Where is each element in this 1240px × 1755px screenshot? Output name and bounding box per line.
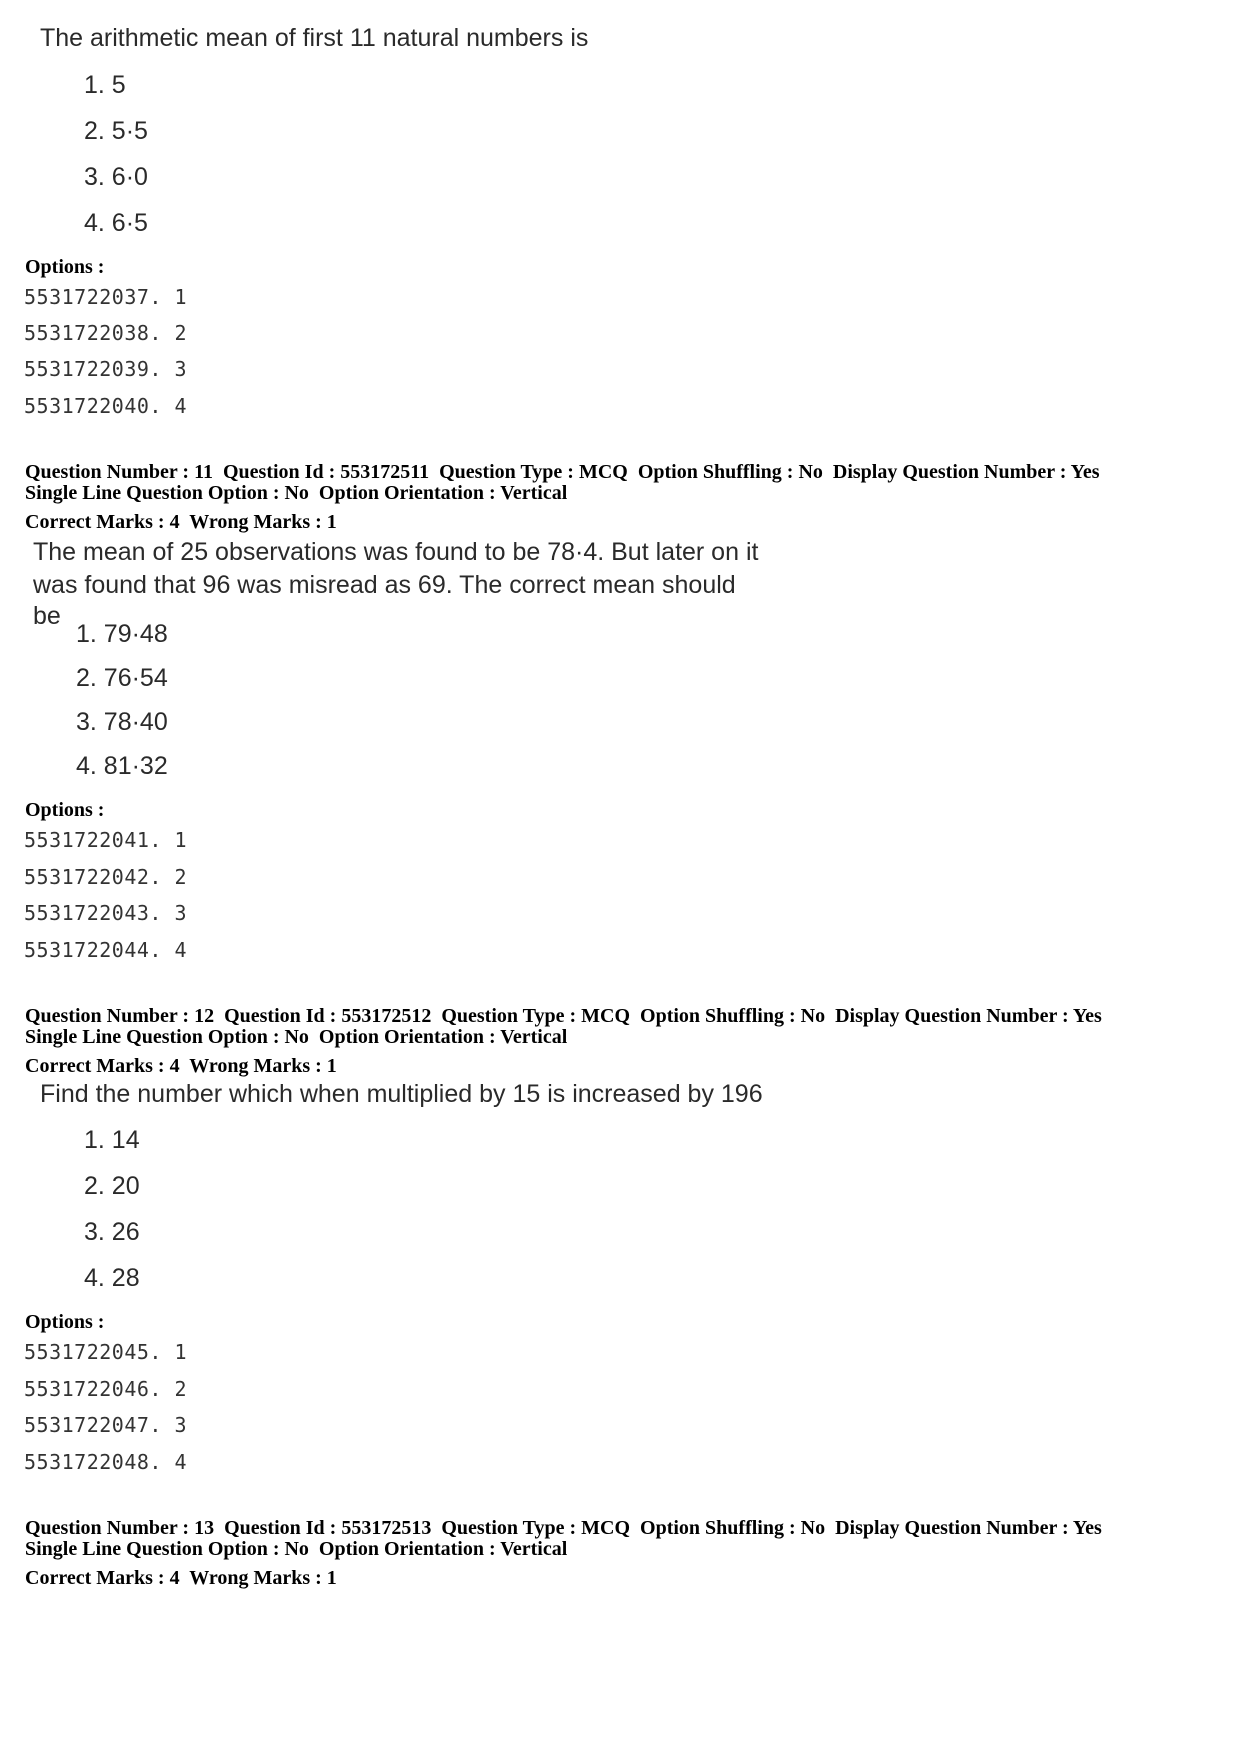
- question-11-meta-line-2: Single Line Question Option : No Option Orientation : Vertical: [25, 482, 568, 504]
- question-10-choice-3: 3. 6·0: [84, 163, 148, 191]
- question-11-text-line-1: The mean of 25 observations was found to be 78·4. But later on it: [33, 538, 759, 566]
- question-12-choice-1: 1. 14: [84, 1126, 140, 1154]
- question-11-marks: Correct Marks : 4 Wrong Marks : 1: [25, 511, 337, 533]
- question-11-choice-3: 3. 78·40: [76, 708, 168, 736]
- option-id: 5531722039. 3: [24, 357, 188, 381]
- option-id: 5531722037. 1: [24, 285, 188, 309]
- option-id: 5531722048. 4: [24, 1450, 188, 1474]
- option-id: 5531722043. 3: [24, 901, 188, 925]
- question-11-choice-2: 2. 76·54: [76, 664, 168, 692]
- option-id: 5531722046. 2: [24, 1377, 188, 1401]
- options-label: Options :: [25, 1311, 105, 1333]
- question-12-meta-line-1: Question Number : 12 Question Id : 553172512 Question Type : MCQ Option Shuffling : No Display Question Number : Yes: [25, 1005, 1102, 1027]
- option-id: 5531722047. 3: [24, 1413, 188, 1437]
- options-label: Options :: [25, 799, 105, 821]
- question-12-meta-line-2: Single Line Question Option : No Option Orientation : Vertical: [25, 1026, 568, 1048]
- question-10-text: The arithmetic mean of first 11 natural numbers is: [40, 24, 589, 52]
- question-12-choice-2: 2. 20: [84, 1172, 140, 1200]
- question-12-text: Find the number which when multiplied by 15 is increased by 196: [40, 1080, 763, 1108]
- question-11-meta-line-1: Question Number : 11 Question Id : 553172511 Question Type : MCQ Option Shuffling : No Display Question Number : Yes: [25, 461, 1100, 483]
- question-12-choice-3: 3. 26: [84, 1218, 140, 1246]
- question-11-choice-1: 1. 79·48: [76, 620, 168, 648]
- question-12-choice-4: 4. 28: [84, 1264, 140, 1292]
- question-13-meta-line-1: Question Number : 13 Question Id : 553172513 Question Type : MCQ Option Shuffling : No Display Question Number : Yes: [25, 1517, 1102, 1539]
- option-id: 5531722040. 4: [24, 394, 188, 418]
- question-13-meta-line-2: Single Line Question Option : No Option Orientation : Vertical: [25, 1538, 568, 1560]
- option-id: 5531722038. 2: [24, 321, 188, 345]
- question-12-marks: Correct Marks : 4 Wrong Marks : 1: [25, 1055, 337, 1077]
- question-11-text-line-2: was found that 96 was misread as 69. The correct mean should: [33, 571, 736, 599]
- question-10-choice-4: 4. 6·5: [84, 209, 148, 237]
- option-id: 5531722044. 4: [24, 938, 188, 962]
- option-id: 5531722041. 1: [24, 828, 188, 852]
- option-id: 5531722042. 2: [24, 865, 188, 889]
- option-id: 5531722045. 1: [24, 1340, 188, 1364]
- question-11-choice-4: 4. 81·32: [76, 752, 168, 780]
- options-label: Options :: [25, 256, 105, 278]
- question-10-choice-2: 2. 5·5: [84, 117, 148, 145]
- question-10-choice-1: 1. 5: [84, 71, 126, 99]
- question-13-marks: Correct Marks : 4 Wrong Marks : 1: [25, 1567, 337, 1589]
- question-11-text-line-3: be: [33, 602, 61, 630]
